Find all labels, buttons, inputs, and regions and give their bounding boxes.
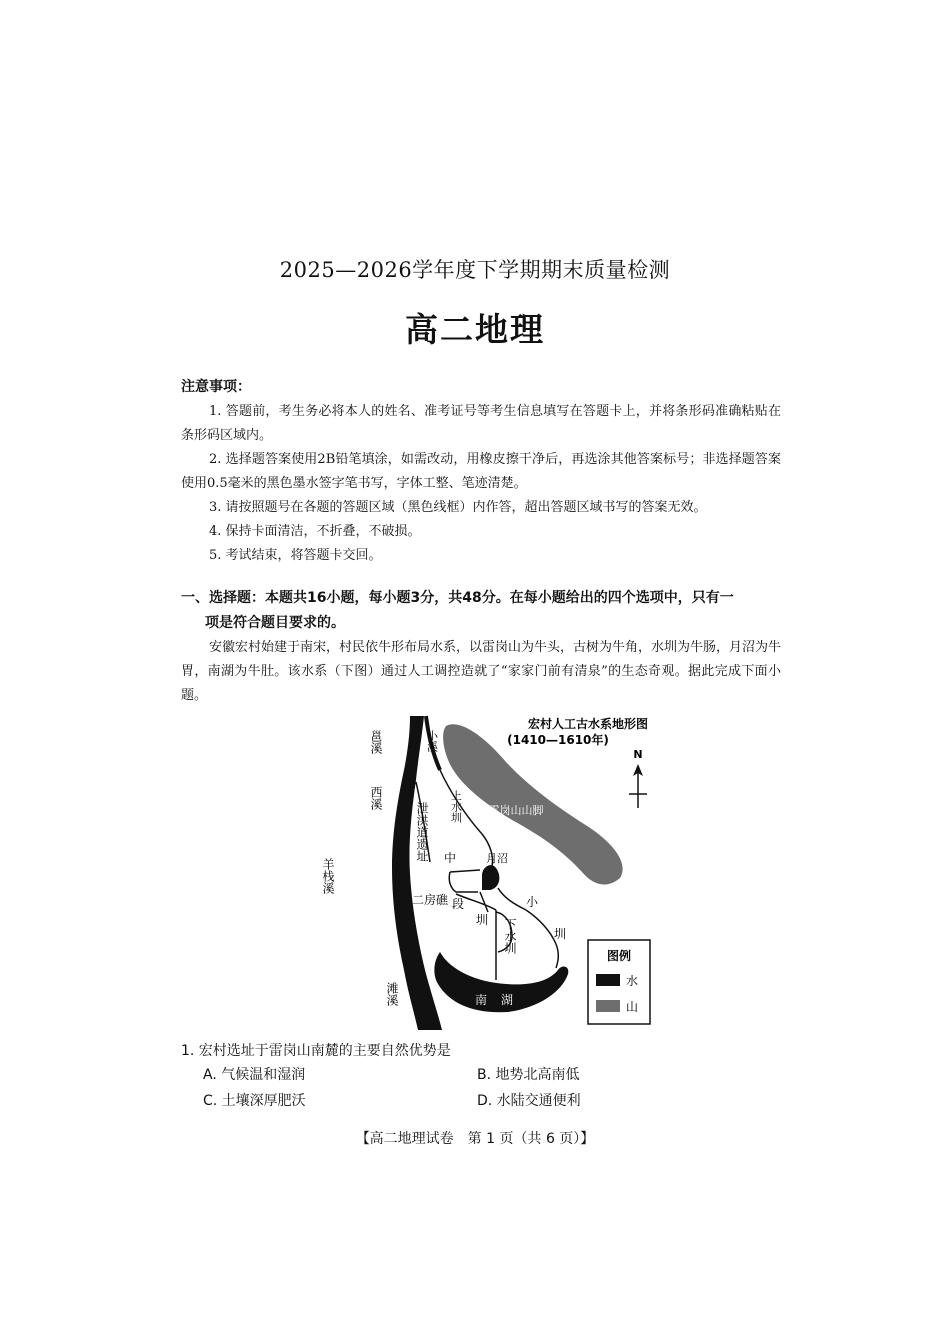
option-b: B. 地势北高南低 — [477, 1067, 580, 1083]
label-nanhu: 南湖 — [475, 993, 528, 1007]
label-xixi: 西溪 — [369, 786, 383, 810]
label-xiaoxi: 小溪 — [425, 730, 439, 752]
legend-water-swatch — [596, 974, 620, 986]
option-a: A. 气候温和湿润 — [203, 1067, 306, 1083]
label-yixi: 邕溪 — [369, 730, 383, 754]
notice-item: 3. 请按照题号在各题的答题区域（黑色线框）内作答，超出答题区域书写的答案无效。 — [209, 500, 707, 515]
question-1 — [181, 1039, 781, 1115]
river-main — [392, 716, 442, 1030]
moon-pond — [482, 865, 499, 890]
notice-item: 1. 答题前，考生务必将本人的姓名、准考证号等考生信息填写在答题卡上，并将条形码准确粘贴在条形码区域内。 — [181, 404, 781, 443]
label-yangzhanxi: 羊栈溪 — [321, 858, 335, 894]
label-shangshuiquan: 上水圳 — [449, 790, 463, 823]
option-c: C. 土壤深厚肥沃 — [203, 1093, 306, 1109]
passage: 安徽宏村始建于南宋，村民依牛形布局水系，以雷岗山为牛头，古树为牛角，水圳为牛肠，月沼为牛胃，南湖为牛肚。该水系（下图）通过人工调控造就了“家家门前有清泉”的生态奇观。据此完成下面小题。 — [181, 640, 782, 703]
notice-item: 5. 考试结束，将答题卡交回。 — [209, 548, 382, 563]
question-options — [181, 1063, 781, 1115]
legend-title: 图例 — [606, 949, 632, 963]
notice-item: 4. 保持卡面清洁，不折叠，不破损。 — [209, 524, 421, 539]
question-stem: 1. 宏村选址于雷岗山南麓的主要自然优势是 — [181, 1043, 451, 1059]
legend-mountain-label: 山 — [626, 1000, 639, 1014]
page-footer: 【高二地理试卷 第 1 页（共 6 页）】 — [355, 1131, 595, 1147]
map-legend — [588, 940, 650, 1024]
water-system-map — [300, 712, 660, 1032]
section-heading-line2: 项是符合题目要求的。 — [205, 615, 345, 631]
map-period: (1410—1610年) — [507, 733, 609, 747]
map-figure — [300, 712, 660, 1032]
section-heading — [181, 586, 781, 636]
label-yuezhao: 月沼 — [486, 852, 508, 865]
exam-title: 2025—2026学年度下学期期末质量检测 — [279, 258, 671, 282]
label-xiao: 小 — [526, 895, 539, 909]
north-label: N — [633, 748, 643, 761]
north-arrow — [629, 764, 647, 808]
label-duan: 段 — [452, 897, 465, 911]
label-ershengqi: 二房礁 — [412, 893, 449, 907]
legend-water-label: 水 — [626, 974, 639, 988]
subject-title: 高二地理 — [405, 310, 545, 349]
label-xiashuiquan: 下水圳 — [503, 918, 517, 954]
label-xiehong: 泄洪道遗址 — [415, 802, 429, 862]
label-tanxi: 滩溪 — [385, 982, 399, 1006]
notice-heading: 注意事项： — [181, 379, 251, 395]
map-title: 宏村人工古水系地形图 — [527, 717, 649, 731]
label-mountain: 雷岗山山脚 — [488, 804, 544, 817]
notice-list — [181, 400, 781, 568]
label-quan: 圳 — [476, 913, 489, 927]
notice-item: 2. 选择题答案使用2B铅笔填涂，如需改动，用橡皮擦干净后，再选涂其他答案标号；非选择题答案使用0.5毫米的黑色墨水签字笔书写，字体工整、笔迹清楚。 — [181, 452, 781, 491]
section-heading-line1: 一、选择题：本题共16小题，每小题3分，共48分。在每小题给出的四个选项中，只有一 — [181, 590, 734, 606]
label-quan2: 圳 — [554, 927, 567, 941]
option-d: D. 水陆交通便利 — [477, 1093, 581, 1109]
legend-mountain-swatch — [596, 1000, 620, 1012]
label-zhong: 中 — [444, 851, 457, 865]
